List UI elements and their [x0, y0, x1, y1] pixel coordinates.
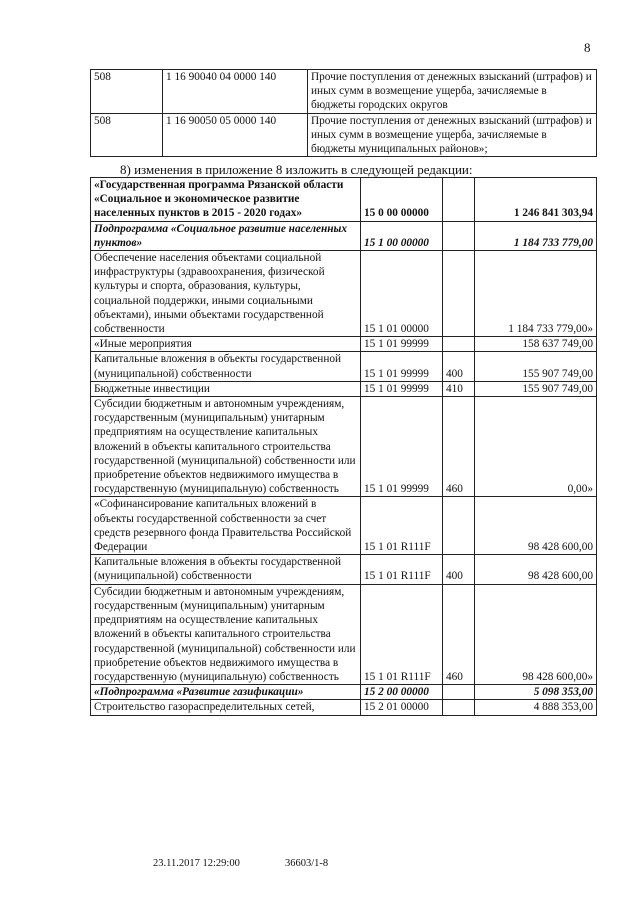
item-name-cell: Подпрограмма «Социальное развитие населенных пунктов» — [91, 221, 361, 250]
target-code-cell: 15 1 01 R111F — [361, 497, 443, 555]
item-name-cell: «Подпрограмма «Развитие газификации» — [91, 685, 361, 700]
amendment-intro: 8) изменения в приложение 8 изложить в следующей редакции: — [120, 162, 473, 177]
admin-code-cell: 508 — [91, 113, 163, 157]
target-code-cell: 15 1 01 99999 — [361, 397, 443, 497]
amount-cell: 155 907 749,00 — [475, 352, 597, 381]
footer-datetime: 23.11.2017 12:29:00 — [153, 858, 240, 869]
item-name-cell: Обеспечение населения объектами социальной инфраструктуры (здравоохранения, физической культуры и спорта, образования, культуры, социальной поддержки, иными социальными объектами), иными объектами государственной собственности — [91, 251, 361, 337]
table-row — [91, 700, 597, 715]
page-number: 8 — [584, 40, 591, 55]
amount-cell: 1 246 841 303,94 — [475, 178, 597, 222]
table-row — [91, 352, 597, 381]
table-row — [91, 685, 597, 700]
expense-type-cell: 400 — [443, 555, 475, 584]
target-code-cell: 15 0 00 00000 — [361, 178, 443, 222]
amount-cell: 155 907 749,00 — [475, 381, 597, 396]
target-code-cell: 15 1 00 00000 — [361, 221, 443, 250]
item-name-cell: Капитальные вложения в объекты государственной (муниципальной) собственности — [91, 352, 361, 381]
item-name-cell: Капитальные вложения в объекты государственной (муниципальной) собственности — [91, 555, 361, 584]
item-name-cell: Бюджетные инвестиции — [91, 381, 361, 396]
footer-doc-id: 36603/1-8 — [285, 858, 329, 869]
item-name-cell: «Иные мероприятия — [91, 337, 361, 352]
table-row — [91, 178, 597, 222]
amount-cell: 1 184 733 779,00» — [475, 251, 597, 337]
expense-type-cell — [443, 221, 475, 250]
item-name-cell: Субсидии бюджетным и автономным учреждениям, государственным (муниципальным) унитарным предприятиям на осуществление капитальных вложений в объекты капитального строительства государственной (муниципальной) собственности или приобретение объектов недвижимого имущества в государственную (муниципальную) собственность — [91, 397, 361, 497]
amount-cell: 5 098 353,00 — [475, 685, 597, 700]
revenue-code-cell: 1 16 90050 05 0000 140 — [163, 113, 308, 157]
expense-type-cell: 460 — [443, 584, 475, 684]
admin-code-cell: 508 — [91, 70, 163, 114]
amount-cell: 98 428 600,00 — [475, 555, 597, 584]
table-row — [91, 337, 597, 352]
expense-type-cell — [443, 251, 475, 337]
amount-cell: 98 428 600,00 — [475, 497, 597, 555]
revenue-codes-table — [90, 69, 597, 157]
amount-cell: 158 637 749,00 — [475, 337, 597, 352]
target-code-cell: 15 1 01 00000 — [361, 251, 443, 337]
table-row — [91, 397, 597, 497]
table-row — [91, 70, 597, 114]
amount-cell: 0,00» — [475, 397, 597, 497]
table-row — [91, 555, 597, 584]
expense-type-cell — [443, 178, 475, 222]
program-funding-table — [90, 177, 597, 716]
item-name-cell: «Софинансирование капитальных вложений в объекты государственной собственности за счет средств резервного фонда Правительства Российской Федерации — [91, 497, 361, 555]
table-row — [91, 251, 597, 337]
item-name-cell: Субсидии бюджетным и автономным учреждениям, государственным (муниципальным) унитарным предприятиям на осуществление капитальных вложений в объекты капитального строительства государственной (муниципальной) собственности или приобретение объектов недвижимого имущества в государственную (муниципальную) собственность — [91, 584, 361, 684]
expense-type-cell — [443, 700, 475, 715]
revenue-name-cell: Прочие поступления от денежных взысканий (штрафов) и иных сумм в возмещение ущерба, зачисляемые в бюджеты городских округов — [308, 70, 597, 114]
expense-type-cell: 400 — [443, 352, 475, 381]
expense-type-cell: 410 — [443, 381, 475, 396]
expense-type-cell — [443, 685, 475, 700]
amount-cell: 98 428 600,00» — [475, 584, 597, 684]
table-row — [91, 497, 597, 555]
expense-type-cell — [443, 497, 475, 555]
target-code-cell: 15 2 00 00000 — [361, 685, 443, 700]
table-row — [91, 221, 597, 250]
amount-cell: 4 888 353,00 — [475, 700, 597, 715]
target-code-cell: 15 1 01 99999 — [361, 337, 443, 352]
target-code-cell: 15 1 01 R111F — [361, 555, 443, 584]
target-code-cell: 15 1 01 99999 — [361, 352, 443, 381]
target-code-cell: 15 1 01 R111F — [361, 584, 443, 684]
expense-type-cell — [443, 337, 475, 352]
item-name-cell: Строительство газораспределительных сетей, — [91, 700, 361, 715]
table-row — [91, 584, 597, 684]
table-row — [91, 113, 597, 157]
item-name-cell: «Государственная программа Рязанской области «Социальное и экономическое развитие населенных пунктов в 2015 - 2020 годах» — [91, 178, 361, 222]
amount-cell: 1 184 733 779,00 — [475, 221, 597, 250]
expense-type-cell: 460 — [443, 397, 475, 497]
target-code-cell: 15 2 01 00000 — [361, 700, 443, 715]
revenue-name-cell: Прочие поступления от денежных взысканий (штрафов) и иных сумм в возмещение ущерба, зачисляемые в бюджеты муниципальных районов»; — [308, 113, 597, 157]
revenue-code-cell: 1 16 90040 04 0000 140 — [163, 70, 308, 114]
target-code-cell: 15 1 01 99999 — [361, 381, 443, 396]
table-row — [91, 381, 597, 396]
